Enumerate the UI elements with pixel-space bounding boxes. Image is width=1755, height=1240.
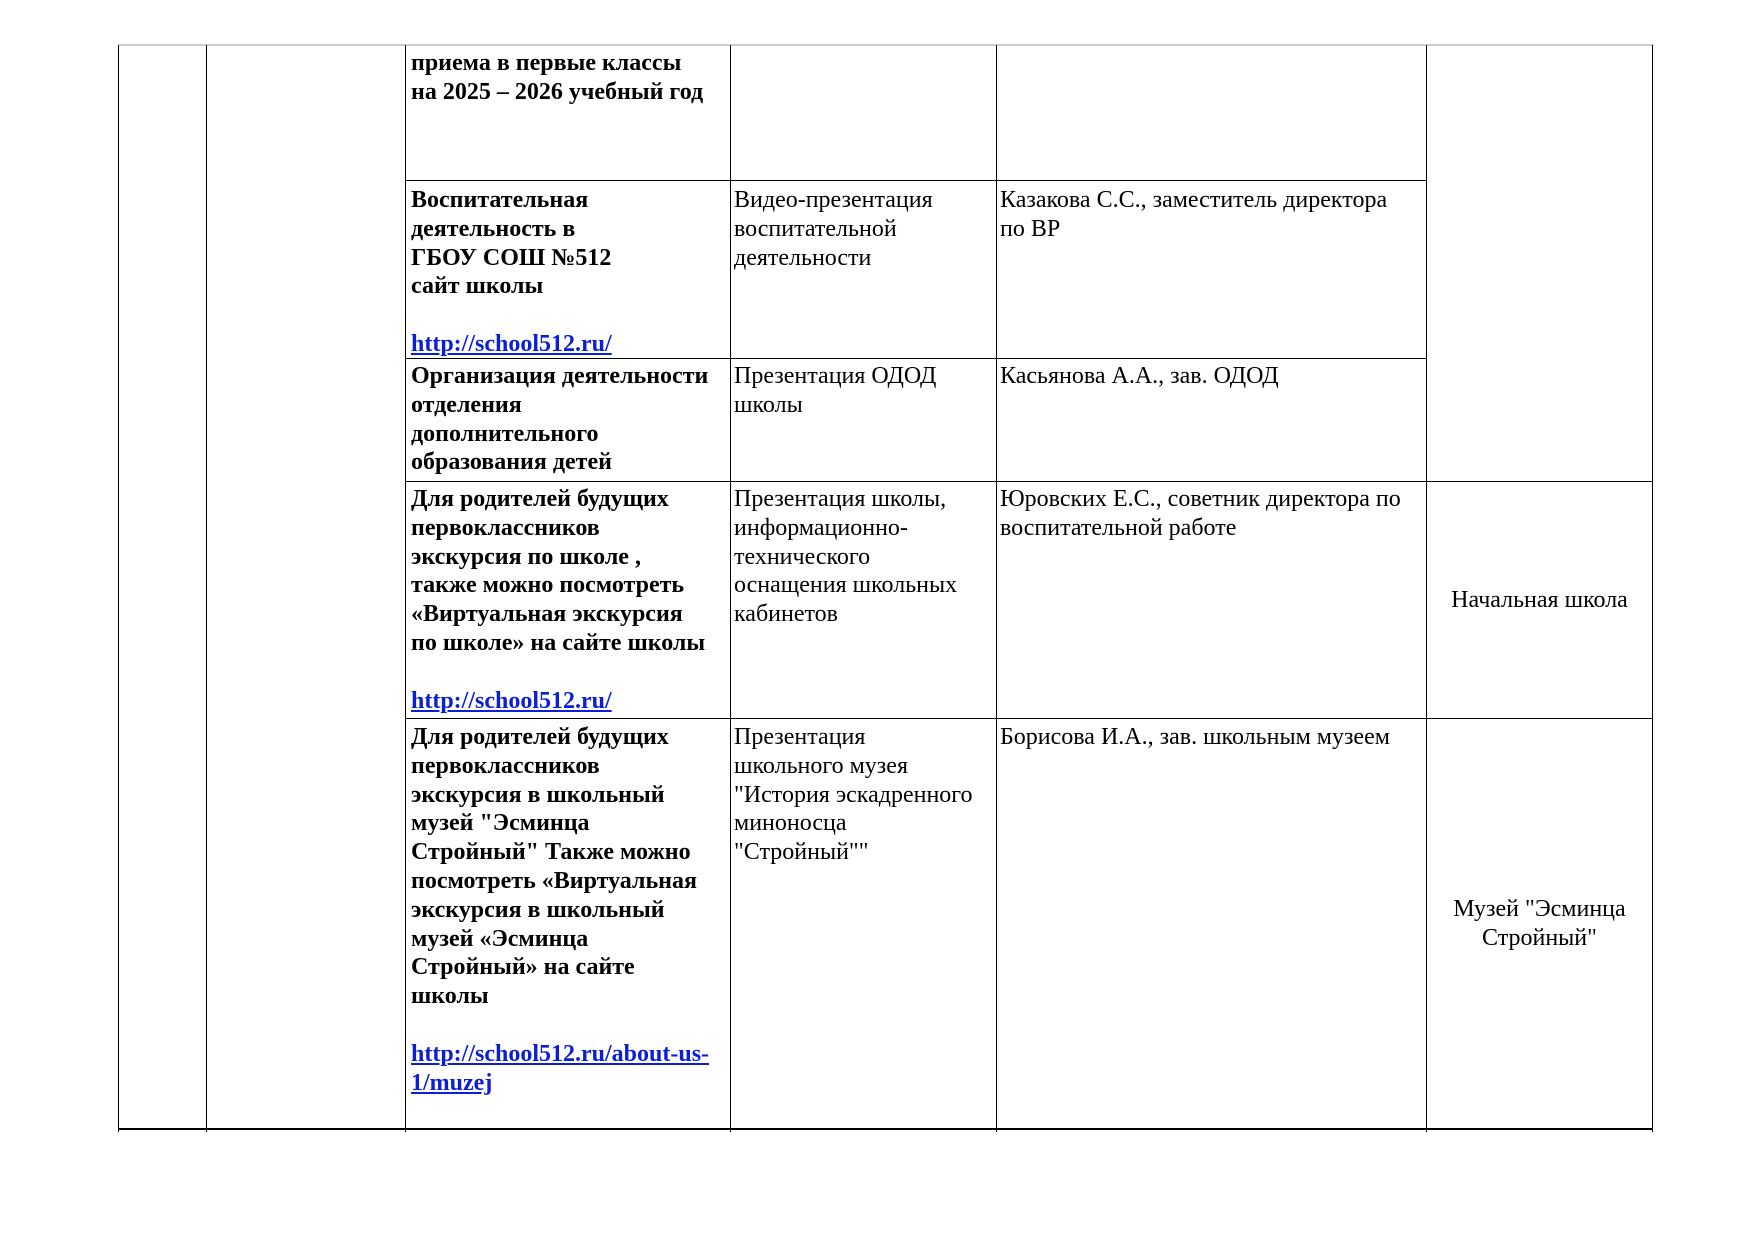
row-5-form-text: Презентация школьного музея "История эскадренного миноносца "Стройный"" xyxy=(734,724,973,866)
row-4-event xyxy=(411,485,729,715)
row-3-form xyxy=(734,362,994,420)
table-border-right xyxy=(1652,45,1653,1132)
row-4-location-text: Начальная школа xyxy=(1451,586,1628,613)
row-3-event-text: Организация деятельности отделения дополнительного образования детей xyxy=(411,363,709,476)
row-2-event-text: Воспитательная деятельность в ГБОУ СОШ №512 сайт школы xyxy=(411,187,612,300)
row-4-responsible-text: Юровских Е.С., советник директора по воспитательной работе xyxy=(1000,486,1401,541)
row-2-form xyxy=(734,186,994,272)
row-2-responsible-text: Казакова С.С., заместитель директора по ВР xyxy=(1000,187,1388,242)
column-divider-2 xyxy=(405,45,406,1132)
row-4-responsible xyxy=(1000,485,1424,543)
row-3-responsible xyxy=(1000,362,1424,391)
row-5-responsible xyxy=(1000,723,1424,752)
row-3-responsible-text: Касьянова А.А., зав. ОДОД xyxy=(1000,363,1279,389)
row-5-event-text: Для родителей будущих первоклассников экскурсия в школьный музей "Эсминца Стройный" Также можно посмотреть «Виртуальная экскурсия в школьный музей «Эсминца Стройный» на сайте школы xyxy=(411,724,697,1010)
row-4-form xyxy=(734,485,994,629)
column-divider-1 xyxy=(206,45,207,1132)
row-2-event xyxy=(411,186,727,359)
row-4-location xyxy=(1427,482,1652,718)
row-5-responsible-text: Борисова И.А., зав. школьным музеем xyxy=(1000,724,1390,750)
table-top-edge xyxy=(118,44,1654,46)
row-divider-1 xyxy=(405,180,1426,181)
column-divider-4 xyxy=(996,45,997,1132)
row-3-form-text: Презентация ОДОД школы xyxy=(734,363,937,418)
row-3-event xyxy=(411,362,729,477)
row-4-form-text: Презентация школы, информационно- технического оснащения школьных кабинетов xyxy=(734,486,958,628)
row-5-location-text: Музей "Эсминца Стройный" xyxy=(1453,895,1626,951)
row-4-event-text: Для родителей будущих первоклассников экскурсия по школе , также можно посмотреть «Виртуальная экскурсия по школе» на сайте школы xyxy=(411,486,706,656)
row-5-museum-link[interactable]: http://school512.ru/about-us- 1/muzej xyxy=(411,1040,710,1096)
table-border-bottom xyxy=(118,1128,1653,1130)
row-2-form-text: Видео-презентация воспитательной деятельности xyxy=(734,187,933,271)
row-1-event xyxy=(411,49,727,107)
table-border-left xyxy=(118,45,119,1132)
row-5-location xyxy=(1427,719,1652,1128)
row-2-school-link[interactable]: http://school512.ru/ xyxy=(411,330,612,357)
row-4-school-link[interactable]: http://school512.ru/ xyxy=(411,687,612,714)
row-2-responsible xyxy=(1000,186,1424,244)
row-1-event-text: приема в первые классы на 2025 – 2026 учебный год xyxy=(411,50,704,105)
row-5-form xyxy=(734,723,994,867)
row-5-event xyxy=(411,723,729,1097)
column-divider-3 xyxy=(730,45,731,1132)
